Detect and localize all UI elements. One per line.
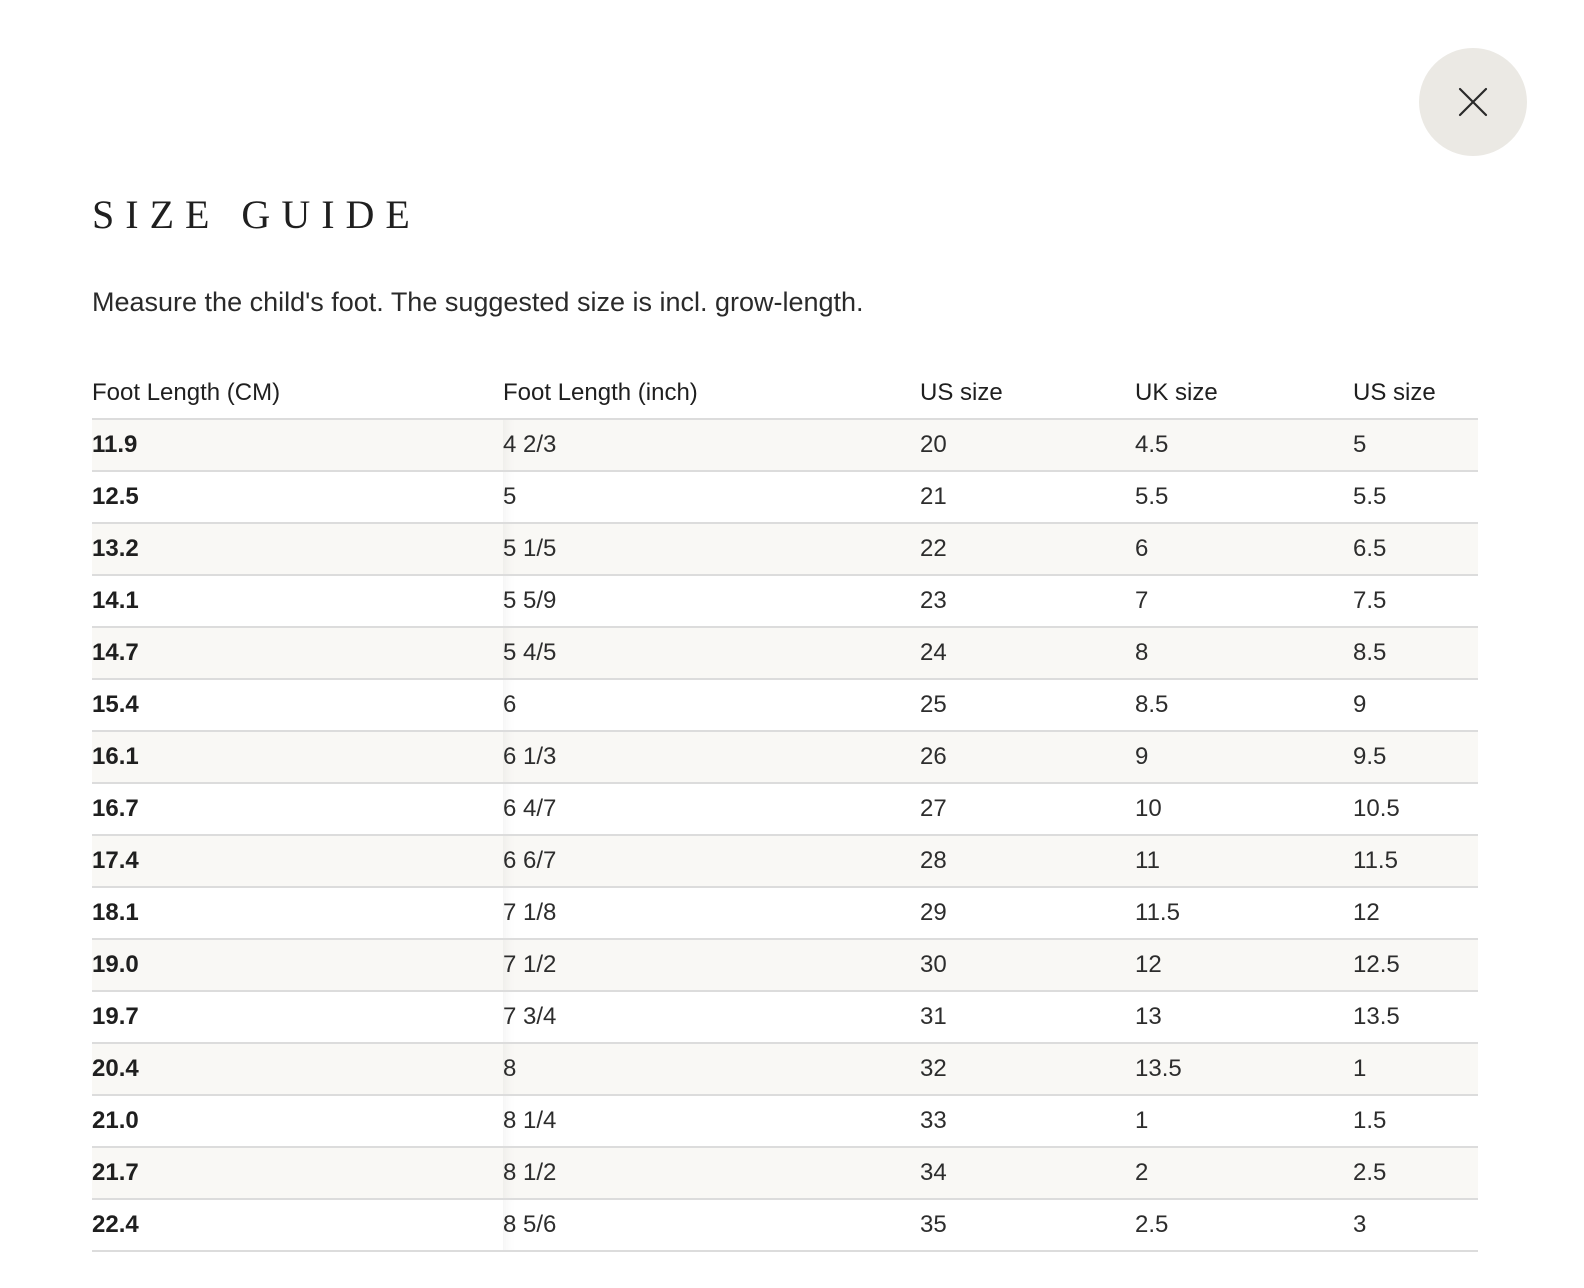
cell-foot-length-inch: 6 — [503, 679, 920, 731]
size-table-container — [92, 368, 1478, 1252]
table-row — [92, 731, 1478, 783]
cell-us-size: 23 — [920, 575, 1135, 627]
cell-us-size-alt: 9 — [1353, 679, 1478, 731]
cell-us-size-alt: 8.5 — [1353, 627, 1478, 679]
cell-foot-length-inch: 4 2/3 — [503, 419, 920, 471]
cell-us-size-alt: 10.5 — [1353, 783, 1478, 835]
cell-foot-length-inch: 6 6/7 — [503, 835, 920, 887]
table-row — [92, 679, 1478, 731]
cell-uk-size: 2.5 — [1135, 1199, 1353, 1251]
cell-us-size: 25 — [920, 679, 1135, 731]
cell-us-size: 21 — [920, 471, 1135, 523]
table-row — [92, 1199, 1478, 1251]
cell-us-size: 24 — [920, 627, 1135, 679]
table-header-row — [92, 368, 1478, 419]
cell-foot-length-cm: 19.7 — [92, 991, 503, 1043]
header-us-size-alt: US size — [1353, 368, 1478, 419]
size-table — [92, 368, 1478, 1252]
table-row — [92, 991, 1478, 1043]
cell-foot-length-inch: 8 — [503, 1043, 920, 1095]
cell-us-size-alt: 5 — [1353, 419, 1478, 471]
cell-foot-length-cm: 11.9 — [92, 419, 503, 471]
table-row — [92, 1095, 1478, 1147]
header-foot-length-cm: Foot Length (CM) — [92, 368, 503, 419]
cell-foot-length-cm: 19.0 — [92, 939, 503, 991]
table-row — [92, 419, 1478, 471]
cell-us-size-alt: 11.5 — [1353, 835, 1478, 887]
cell-foot-length-cm: 15.4 — [92, 679, 503, 731]
cell-uk-size: 9 — [1135, 731, 1353, 783]
cell-us-size-alt: 6.5 — [1353, 523, 1478, 575]
page-title: SIZE GUIDE — [92, 192, 421, 237]
cell-us-size: 31 — [920, 991, 1135, 1043]
cell-foot-length-cm: 16.7 — [92, 783, 503, 835]
cell-foot-length-cm: 12.5 — [92, 471, 503, 523]
cell-us-size-alt: 9.5 — [1353, 731, 1478, 783]
cell-us-size: 34 — [920, 1147, 1135, 1199]
table-row — [92, 887, 1478, 939]
cell-us-size: 28 — [920, 835, 1135, 887]
table-row — [92, 1147, 1478, 1199]
cell-uk-size: 7 — [1135, 575, 1353, 627]
cell-us-size-alt: 2.5 — [1353, 1147, 1478, 1199]
cell-foot-length-cm: 14.7 — [92, 627, 503, 679]
cell-uk-size: 8 — [1135, 627, 1353, 679]
cell-foot-length-cm: 21.0 — [92, 1095, 503, 1147]
close-icon — [1458, 87, 1488, 117]
cell-foot-length-inch: 5 5/9 — [503, 575, 920, 627]
cell-uk-size: 13.5 — [1135, 1043, 1353, 1095]
cell-foot-length-cm: 17.4 — [92, 835, 503, 887]
cell-foot-length-inch: 7 3/4 — [503, 991, 920, 1043]
cell-foot-length-cm: 18.1 — [92, 887, 503, 939]
table-row — [92, 627, 1478, 679]
cell-uk-size: 2 — [1135, 1147, 1353, 1199]
cell-us-size: 27 — [920, 783, 1135, 835]
cell-foot-length-inch: 6 4/7 — [503, 783, 920, 835]
cell-foot-length-inch: 7 1/2 — [503, 939, 920, 991]
close-button[interactable] — [1419, 48, 1527, 156]
cell-us-size: 33 — [920, 1095, 1135, 1147]
cell-foot-length-inch: 5 4/5 — [503, 627, 920, 679]
cell-foot-length-cm: 16.1 — [92, 731, 503, 783]
header-us-size: US size — [920, 368, 1135, 419]
cell-uk-size: 11.5 — [1135, 887, 1353, 939]
cell-uk-size: 4.5 — [1135, 419, 1353, 471]
table-row — [92, 939, 1478, 991]
size-guide-instructions: Measure the child's foot. The suggested size is incl. grow-length. — [92, 287, 864, 317]
cell-foot-length-cm: 13.2 — [92, 523, 503, 575]
cell-uk-size: 1 — [1135, 1095, 1353, 1147]
cell-uk-size: 12 — [1135, 939, 1353, 991]
cell-us-size-alt: 1.5 — [1353, 1095, 1478, 1147]
size-table-body — [92, 419, 1478, 1251]
table-row — [92, 783, 1478, 835]
cell-uk-size: 13 — [1135, 991, 1353, 1043]
cell-us-size-alt: 13.5 — [1353, 991, 1478, 1043]
cell-foot-length-cm: 21.7 — [92, 1147, 503, 1199]
table-row — [92, 575, 1478, 627]
cell-uk-size: 5.5 — [1135, 471, 1353, 523]
cell-us-size-alt: 12.5 — [1353, 939, 1478, 991]
cell-uk-size: 8.5 — [1135, 679, 1353, 731]
cell-us-size-alt: 7.5 — [1353, 575, 1478, 627]
cell-foot-length-inch: 8 5/6 — [503, 1199, 920, 1251]
table-row — [92, 1043, 1478, 1095]
cell-us-size: 29 — [920, 887, 1135, 939]
cell-us-size: 32 — [920, 1043, 1135, 1095]
cell-foot-length-cm: 14.1 — [92, 575, 503, 627]
cell-us-size: 20 — [920, 419, 1135, 471]
cell-us-size: 22 — [920, 523, 1135, 575]
table-row — [92, 523, 1478, 575]
cell-foot-length-inch: 6 1/3 — [503, 731, 920, 783]
header-uk-size: UK size — [1135, 368, 1353, 419]
cell-us-size-alt: 3 — [1353, 1199, 1478, 1251]
cell-us-size-alt: 5.5 — [1353, 471, 1478, 523]
cell-uk-size: 6 — [1135, 523, 1353, 575]
cell-foot-length-inch: 8 1/2 — [503, 1147, 920, 1199]
table-row — [92, 471, 1478, 523]
cell-foot-length-cm: 22.4 — [92, 1199, 503, 1251]
cell-foot-length-inch: 7 1/8 — [503, 887, 920, 939]
cell-foot-length-cm: 20.4 — [92, 1043, 503, 1095]
cell-foot-length-inch: 5 — [503, 471, 920, 523]
cell-uk-size: 11 — [1135, 835, 1353, 887]
cell-uk-size: 10 — [1135, 783, 1353, 835]
cell-us-size-alt: 1 — [1353, 1043, 1478, 1095]
cell-us-size-alt: 12 — [1353, 887, 1478, 939]
cell-us-size: 30 — [920, 939, 1135, 991]
table-row — [92, 835, 1478, 887]
cell-us-size: 35 — [920, 1199, 1135, 1251]
cell-us-size: 26 — [920, 731, 1135, 783]
cell-foot-length-inch: 5 1/5 — [503, 523, 920, 575]
header-foot-length-inch: Foot Length (inch) — [503, 368, 920, 419]
cell-foot-length-inch: 8 1/4 — [503, 1095, 920, 1147]
